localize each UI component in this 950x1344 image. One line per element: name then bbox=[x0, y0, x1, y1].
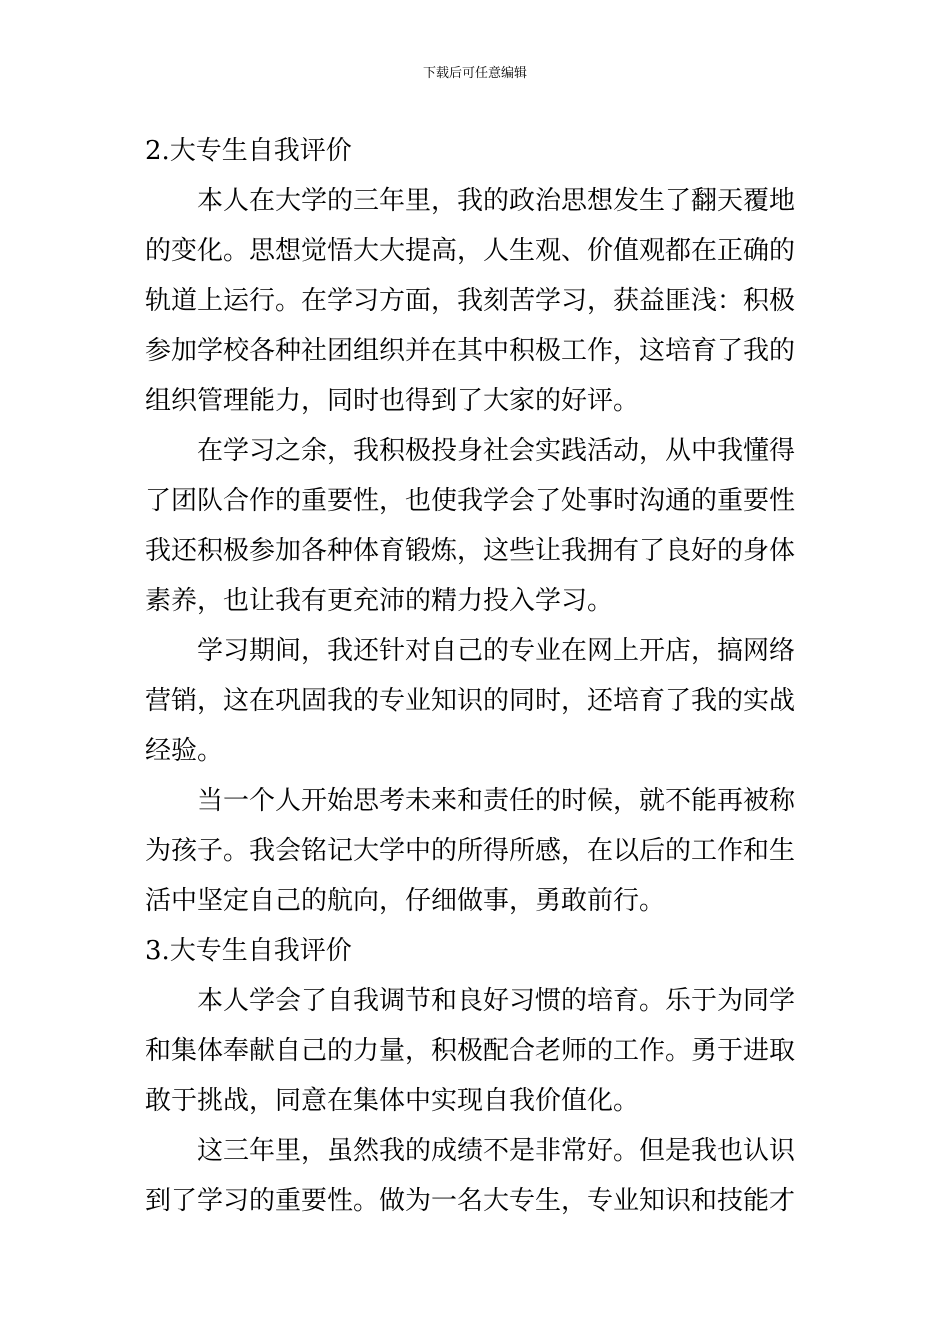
text-line: 本人学会了自我调节和良好习惯的培育。乐于为同学 bbox=[197, 986, 796, 1016]
page-header: 下载后可任意编辑 bbox=[422, 66, 527, 81]
text-line: 活中坚定自己的航向，仔细做事，勇敢前行。 bbox=[145, 886, 666, 916]
text-line: 本人在大学的三年里，我的政治思想发生了翻天覆地 bbox=[197, 186, 796, 216]
text-line: 这三年里，虽然我的成绩不是非常好。但是我也认识 bbox=[197, 1136, 796, 1166]
text-line: 学习期间，我还针对自己的专业在网上开店，搞网络 bbox=[197, 636, 796, 666]
document-body bbox=[145, 126, 811, 1226]
text-line: 经验。 bbox=[145, 736, 224, 766]
text-line: 在学习之余，我积极投身社会实践活动，从中我懂得 bbox=[197, 436, 796, 466]
text-line: 组织管理能力，同时也得到了大家的好评。 bbox=[145, 386, 640, 416]
section-heading: 2.大专生自我评价 bbox=[145, 136, 352, 166]
text-line: 为孩子。我会铭记大学中的所得所感，在以后的工作和生 bbox=[145, 836, 796, 866]
text-line: 参加学校各种社团组织并在其中积极工作，这培育了我的 bbox=[145, 336, 796, 366]
text-line: 到了学习的重要性。做为一名大专生，专业知识和技能才 bbox=[145, 1186, 796, 1216]
text-line: 的变化。思想觉悟大大提高，人生观、价值观都在正确的 bbox=[145, 236, 796, 266]
section-heading: 3.大专生自我评价 bbox=[145, 936, 352, 966]
text-line: 我还积极参加各种体育锻炼，这些让我拥有了良好的身体 bbox=[145, 536, 796, 566]
text-line: 敢于挑战，同意在集体中实现自我价值化。 bbox=[145, 1086, 640, 1116]
text-line: 了团队合作的重要性，也使我学会了处事时沟通的重要性 bbox=[145, 486, 796, 516]
text-line: 轨道上运行。在学习方面，我刻苦学习，获益匪浅：积极 bbox=[145, 286, 796, 316]
text-line: 和集体奉献自己的力量，积极配合老师的工作。勇于进取 bbox=[145, 1036, 796, 1066]
text-line: 营销，这在巩固我的专业知识的同时，还培育了我的实战 bbox=[145, 686, 796, 716]
text-line: 素养，也让我有更充沛的精力投入学习。 bbox=[145, 586, 614, 616]
text-line: 当一个人开始思考未来和责任的时候，就不能再被称 bbox=[197, 786, 796, 816]
